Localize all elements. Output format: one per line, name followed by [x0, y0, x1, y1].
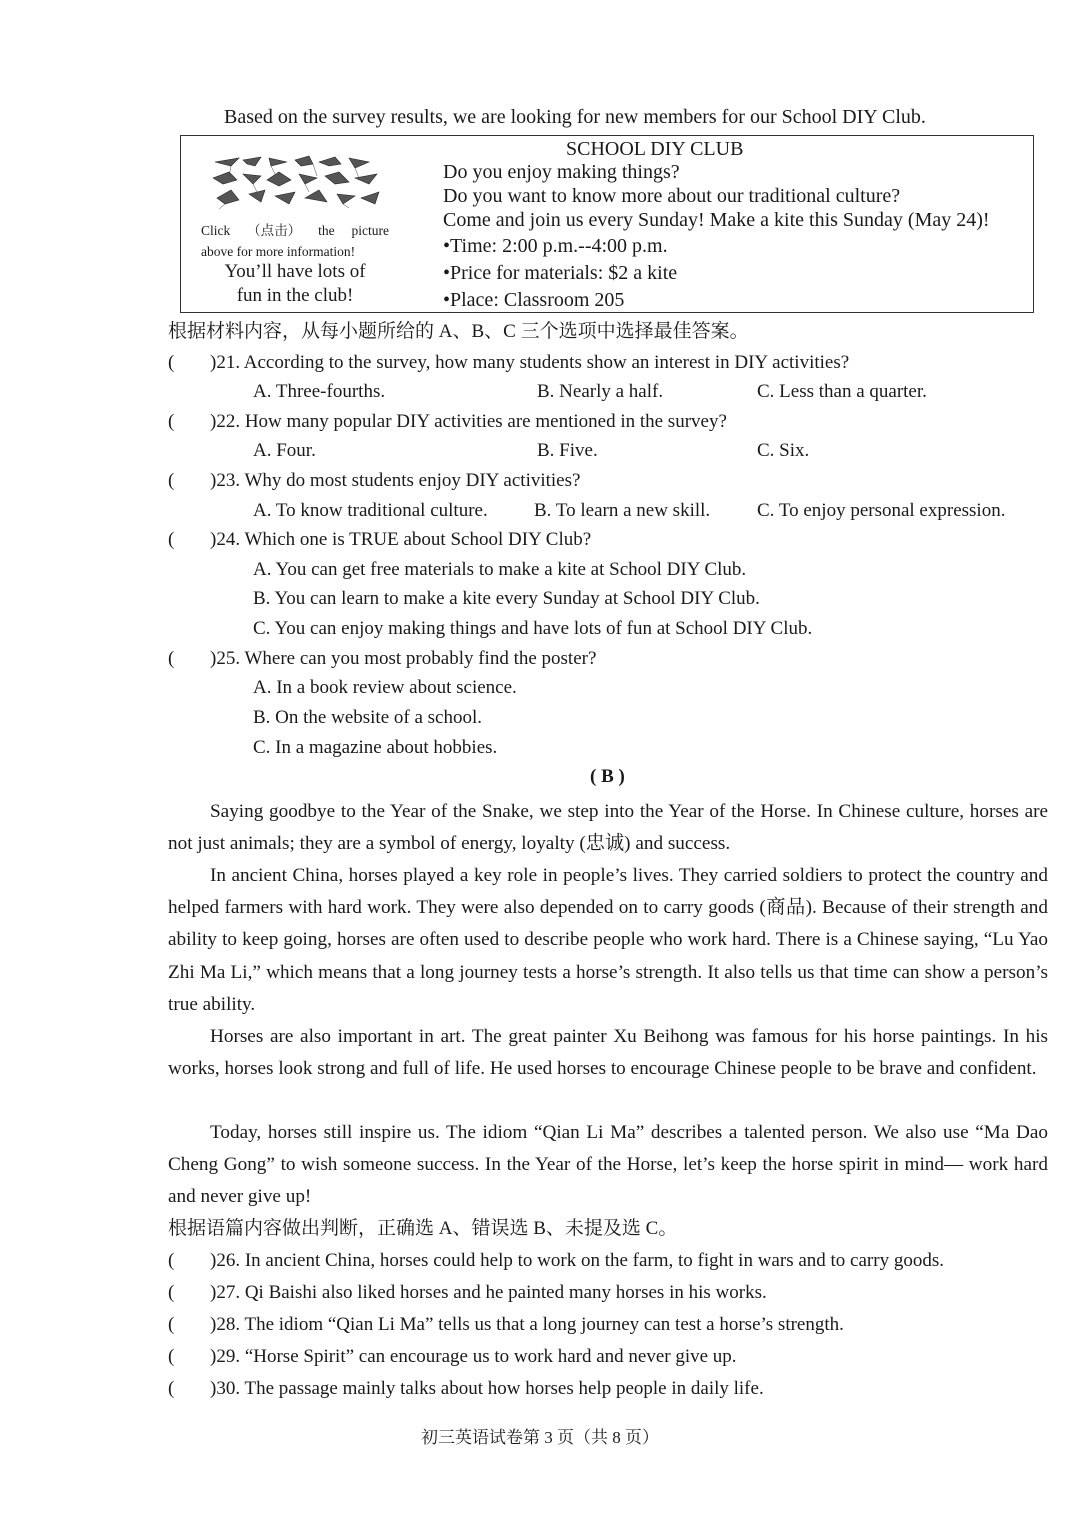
- passage-paragraph-1: Saying goodbye to the Year of the Snake, we step into the Year of the Horse. In Chinese culture, horses are not just animals; they are a symbol of energy, loyalty (忠诚) and success.: [168, 801, 1048, 855]
- intro-text: Based on the survey results, we are looking for new members for our School DIY Club.: [224, 106, 926, 128]
- answer-blank[interactable]: (: [168, 470, 175, 491]
- answer-blank[interactable]: (: [168, 648, 175, 669]
- answer-blank[interactable]: (: [168, 1378, 175, 1399]
- fun-line-2: fun in the club!: [236, 285, 354, 306]
- instruction-section-b: 根据语篇内容做出判断，正确选 A、错误选 B、未提及选 C。: [168, 1218, 678, 1239]
- question-28: )28. The idiom “Qian Li Ma” tells us that a long journey can test a horse’s strength.: [210, 1314, 844, 1335]
- question-25: )25. Where can you most probably find the poster?: [210, 648, 597, 669]
- fun-line-1: You’ll have lots of: [224, 261, 366, 282]
- option-a: A. In a book review about science.: [253, 677, 517, 698]
- poster-line: Do you enjoy making things?: [443, 161, 680, 183]
- page-footer: 初三英语试卷第 3 页（共 8 页）: [421, 1428, 659, 1447]
- kite-picture[interactable]: [209, 154, 389, 210]
- click-word-2: （点击）: [247, 223, 302, 238]
- option-a: A. Three-fourths.: [253, 381, 386, 402]
- option-b: B. You can learn to make a kite every Sunday at School DIY Club.: [253, 588, 760, 609]
- option-c: C. To enjoy personal expression.: [757, 500, 1006, 521]
- passage-paragraph-3: Horses are also important in art. The great painter Xu Beihong was famous for his horse paintings. In his works, horses look strong and full of life. He used horses to encourage Chinese people to be brave and confident.: [168, 1026, 1048, 1080]
- answer-blank[interactable]: (: [168, 1346, 175, 1367]
- section-b-heading: ( B ): [590, 766, 625, 787]
- poster-line: Come and join us every Sunday! Make a kite this Sunday (May 24)!: [443, 209, 990, 231]
- answer-blank[interactable]: (: [168, 352, 175, 373]
- option-c: C. Less than a quarter.: [757, 381, 927, 402]
- question-27: )27. Qi Baishi also liked horses and he painted many horses in his works.: [210, 1282, 767, 1303]
- click-word-1: Click: [201, 223, 231, 238]
- click-word-3: the: [318, 223, 335, 238]
- option-b: B. Nearly a half.: [537, 381, 664, 402]
- poster-line: Do you want to know more about our traditional culture?: [443, 185, 901, 207]
- option-b: B. To learn a new skill.: [534, 500, 711, 521]
- answer-blank[interactable]: (: [168, 411, 175, 432]
- poster-line: •Time: 2:00 p.m.--4:00 p.m.: [443, 235, 668, 257]
- click-instruction: [201, 220, 389, 262]
- click-word-4: picture: [351, 223, 389, 238]
- option-b: B. On the website of a school.: [253, 707, 483, 728]
- passage-paragraph-4: Today, horses still inspire us. The idiom “Qian Li Ma” describes a talented person. We also use “Ma Dao Cheng Gong” to wish someone success. In the Year of the Horse, let’s keep the horse spirit in mind— work hard and never give up!: [168, 1122, 1048, 1208]
- instruction-section-a: 根据材料内容，从每小题所给的 A、B、C 三个选项中选择最佳答案。: [168, 321, 749, 342]
- answer-blank[interactable]: (: [168, 529, 175, 550]
- click-line-2: above for more information!: [201, 244, 356, 259]
- option-a: A. To know traditional culture.: [253, 500, 488, 521]
- option-b: B. Five.: [537, 440, 598, 461]
- option-c: C. You can enjoy making things and have lots of fun at School DIY Club.: [253, 618, 813, 639]
- option-c: C. In a magazine about hobbies.: [253, 737, 498, 758]
- question-24: )24. Which one is TRUE about School DIY Club?: [210, 529, 592, 550]
- option-c: C. Six.: [757, 440, 810, 461]
- question-30: )30. The passage mainly talks about how horses help people in daily life.: [210, 1378, 764, 1399]
- answer-blank[interactable]: (: [168, 1282, 175, 1303]
- question-29: )29. “Horse Spirit” can encourage us to work hard and never give up.: [210, 1346, 737, 1367]
- option-a: A. You can get free materials to make a kite at School DIY Club.: [253, 559, 747, 580]
- diy-club-poster: [180, 135, 1034, 313]
- passage-paragraph-2: In ancient China, horses played a key role in people’s lives. They carried soldiers to protect the country and helped farmers with hard work. They were also depended on to carry goods (商品). Because of their strength and ability to keep going, horses are often used to describe people who work hard. There is a Chinese saying, “Lu Yao Zhi Ma Li,” which means that a long journey tests a horse’s strength. It also tells us that time can show a person’s true ability.: [168, 865, 1048, 1015]
- option-a: A. Four.: [253, 440, 316, 461]
- question-23: )23. Why do most students enjoy DIY activities?: [210, 470, 581, 491]
- answer-blank[interactable]: (: [168, 1250, 175, 1271]
- question-26: )26. In ancient China, horses could help to work on the farm, to fight in wars and to carry goods.: [210, 1250, 944, 1271]
- poster-title: SCHOOL DIY CLUB: [566, 138, 744, 160]
- question-21: )21. According to the survey, how many students show an interest in DIY activities?: [210, 352, 850, 373]
- answer-blank[interactable]: (: [168, 1314, 175, 1335]
- poster-line: •Price for materials: $2 a kite: [443, 262, 678, 284]
- question-22: )22. How many popular DIY activities are mentioned in the survey?: [210, 411, 727, 432]
- poster-line: •Place: Classroom 205: [443, 289, 625, 311]
- fun-text: [201, 260, 389, 308]
